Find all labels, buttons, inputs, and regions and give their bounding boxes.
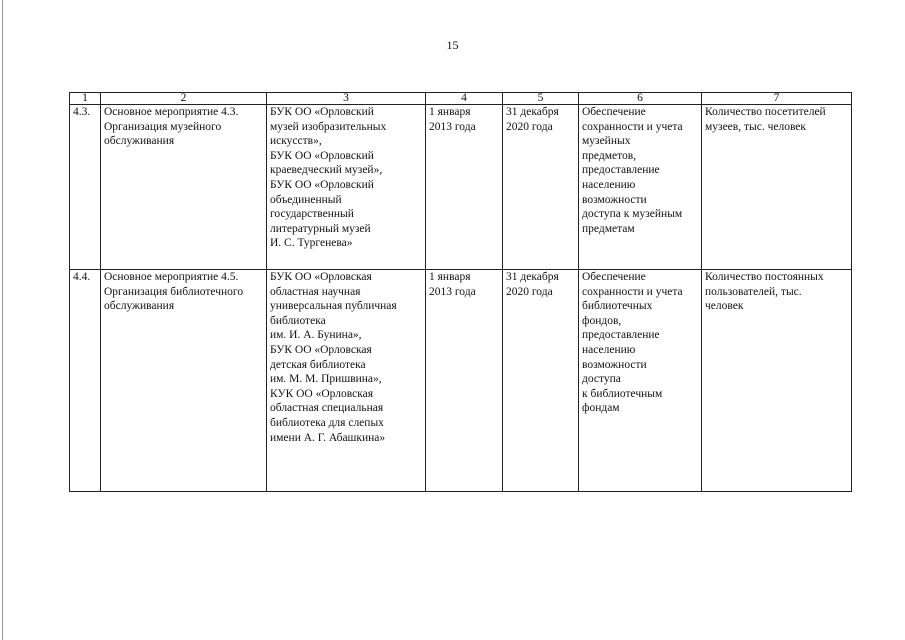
cell-text-line: библиотека для слепых xyxy=(270,416,384,429)
cell-text-line: КУК ОО «Орловская xyxy=(270,387,374,400)
cell-text-line: предоставление xyxy=(582,164,660,177)
cell-text-line: Количество постоянных xyxy=(705,271,824,283)
column-header: 1 xyxy=(70,93,101,105)
activities-table xyxy=(69,92,852,492)
cell-text-line: БУК ОО «Орловский xyxy=(270,149,374,162)
start-date-cell xyxy=(426,105,503,270)
cell-text-line: 31 декабря xyxy=(506,271,559,283)
cell-text-line: обслуживания xyxy=(104,300,175,313)
cell-text-line: музеев, тыс. человек xyxy=(705,120,806,133)
cell-text-line: краеведческий музей», xyxy=(270,164,383,177)
cell-text-line: обслуживания xyxy=(104,135,175,148)
expected-result-cell xyxy=(579,270,702,492)
expected-result-cell xyxy=(579,105,702,270)
cell-text-line: библиотечных xyxy=(582,300,653,313)
cell-text-line: музей изобразительных xyxy=(270,120,387,133)
cell-text-line: возможности xyxy=(582,358,647,371)
cell-text-line: БУК ОО «Орловская xyxy=(270,343,372,356)
cell-text-line: имени А. Г. Абашкина» xyxy=(270,431,386,444)
cell-text-line: им. И. А. Бунина», xyxy=(270,329,362,342)
cell-text-line: возможности xyxy=(582,193,647,206)
cell-text-line: 1 января xyxy=(429,271,471,283)
end-date-cell xyxy=(503,270,579,492)
table-row xyxy=(70,270,852,492)
cell-text-line: фондов, xyxy=(582,314,622,327)
cell-text-line: сохранности и учета xyxy=(582,120,683,133)
cell-text-line: предметам xyxy=(582,222,635,235)
page-edge-line xyxy=(2,0,3,640)
cell-text-line: Обеспечение xyxy=(582,271,646,283)
cell-text-line: Организация музейного xyxy=(104,120,222,133)
end-date-cell xyxy=(503,105,579,270)
cell-text-line: Основное мероприятие 4.3. xyxy=(104,106,239,118)
start-date-cell xyxy=(426,270,503,492)
cell-text-line: 1 января xyxy=(429,106,471,118)
executors-cell xyxy=(267,270,426,492)
cell-text-line: БУК ОО «Орловская xyxy=(270,271,372,283)
column-header: 4 xyxy=(426,93,503,105)
indicator-cell xyxy=(702,105,852,270)
cell-text-line: Обеспечение xyxy=(582,106,646,118)
executors-cell xyxy=(267,105,426,270)
cell-text-line: областная специальная xyxy=(270,402,384,415)
cell-text-line: музейных xyxy=(582,135,631,148)
cell-text-line: предметов, xyxy=(582,149,637,162)
cell-text-line: предоставление xyxy=(582,329,660,342)
cell-text-line: 31 декабря xyxy=(506,106,559,118)
cell-text-line: объединенный xyxy=(270,193,342,206)
cell-text-line: областная научная xyxy=(270,285,361,298)
indicator-cell xyxy=(702,270,852,492)
event-cell xyxy=(101,105,267,270)
cell-text-line: 2013 года xyxy=(429,285,476,298)
cell-text-line: им. М. М. Пришвина», xyxy=(270,373,382,386)
cell-text-line: детская библиотека xyxy=(270,358,366,371)
cell-text-line: 2020 года xyxy=(506,120,553,133)
cell-text-line: БУК ОО «Орловский xyxy=(270,106,374,118)
cell-text-line: государственный xyxy=(270,208,354,221)
table-header-row xyxy=(70,93,852,105)
row-number-cell: 4.4. xyxy=(70,270,101,492)
cell-text-line: И. С. Тургенева» xyxy=(270,237,353,250)
cell-text-line: доступа к музейным xyxy=(582,208,683,221)
event-cell xyxy=(101,270,267,492)
cell-text-line: пользователей, тыс. xyxy=(705,285,802,298)
cell-text-line: населению xyxy=(582,343,636,356)
cell-text-line: библиотека xyxy=(270,314,326,327)
column-header: 3 xyxy=(267,93,426,105)
column-header: 2 xyxy=(101,93,267,105)
cell-text-line: Количество посетителей xyxy=(705,106,826,118)
cell-text-line: Организация библиотечного xyxy=(104,285,244,298)
table-row xyxy=(70,105,852,270)
cell-text-line: литературный музей xyxy=(270,222,371,235)
cell-text-line: универсальная публичная xyxy=(270,300,397,313)
cell-text-line: доступа xyxy=(582,373,621,386)
cell-text-line: сохранности и учета xyxy=(582,285,683,298)
cell-text-line: 2020 года xyxy=(506,285,553,298)
cell-text-line: Основное мероприятие 4.5. xyxy=(104,271,239,283)
row-number-cell: 4.3. xyxy=(70,105,101,270)
cell-text-line: человек xyxy=(705,300,744,313)
cell-text-line: искусств», xyxy=(270,135,322,148)
cell-text-line: БУК ОО «Орловский xyxy=(270,178,374,191)
cell-text-line: к библиотечным xyxy=(582,387,663,400)
column-header: 5 xyxy=(503,93,579,105)
column-header: 7 xyxy=(702,93,852,105)
column-header: 6 xyxy=(579,93,702,105)
cell-text-line: населению xyxy=(582,178,636,191)
cell-text-line: 2013 года xyxy=(429,120,476,133)
page-number: 15 xyxy=(446,38,459,52)
cell-text-line: фондам xyxy=(582,402,620,415)
